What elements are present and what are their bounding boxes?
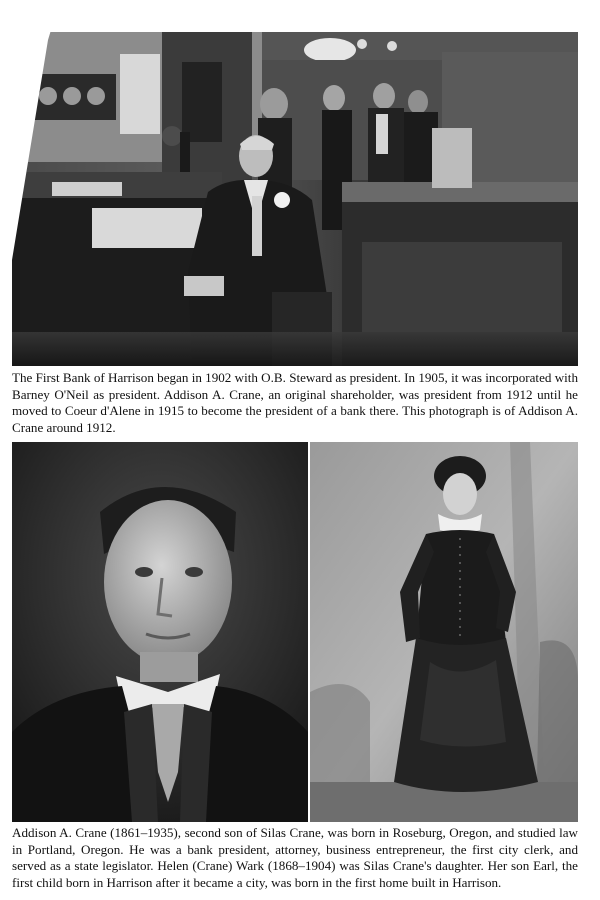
- bottom-photos-caption: Addison A. Crane (1861–1935), second son of Silas Crane, was born in Roseburg, Oregon, and studied law in Portland, Oregon. He was a bank president, attorney, business entrepreneur, the first city clerk, and served as a state legislator. Helen (Crane) Wark (1868–1904) was Silas Crane's daughter. Her son Earl, the first child born in Harrison after it became a city, was born in the first home built in Harrison.: [12, 825, 578, 890]
- bank-interior-image: [12, 32, 578, 366]
- scan-edge-artifact: [0, 0, 60, 260]
- bank-interior-photo: [12, 32, 578, 366]
- top-photo-caption: The First Bank of Harrison began in 1902 with O.B. Steward as president. In 1905, it was incorporated with Barney O'Neil as president. Addison A. Crane, an original shareholder, was president from 1912 until he moved to Coeur d'Alene in 1915 to become the president of a bank there. This photograph is of Addison A. Crane around 1912.: [12, 370, 578, 435]
- helen-crane-wark-portrait-photo: [310, 442, 578, 822]
- woman-portrait-image: [310, 442, 578, 822]
- man-portrait-image: [12, 442, 308, 822]
- addison-crane-portrait-photo: [12, 442, 308, 822]
